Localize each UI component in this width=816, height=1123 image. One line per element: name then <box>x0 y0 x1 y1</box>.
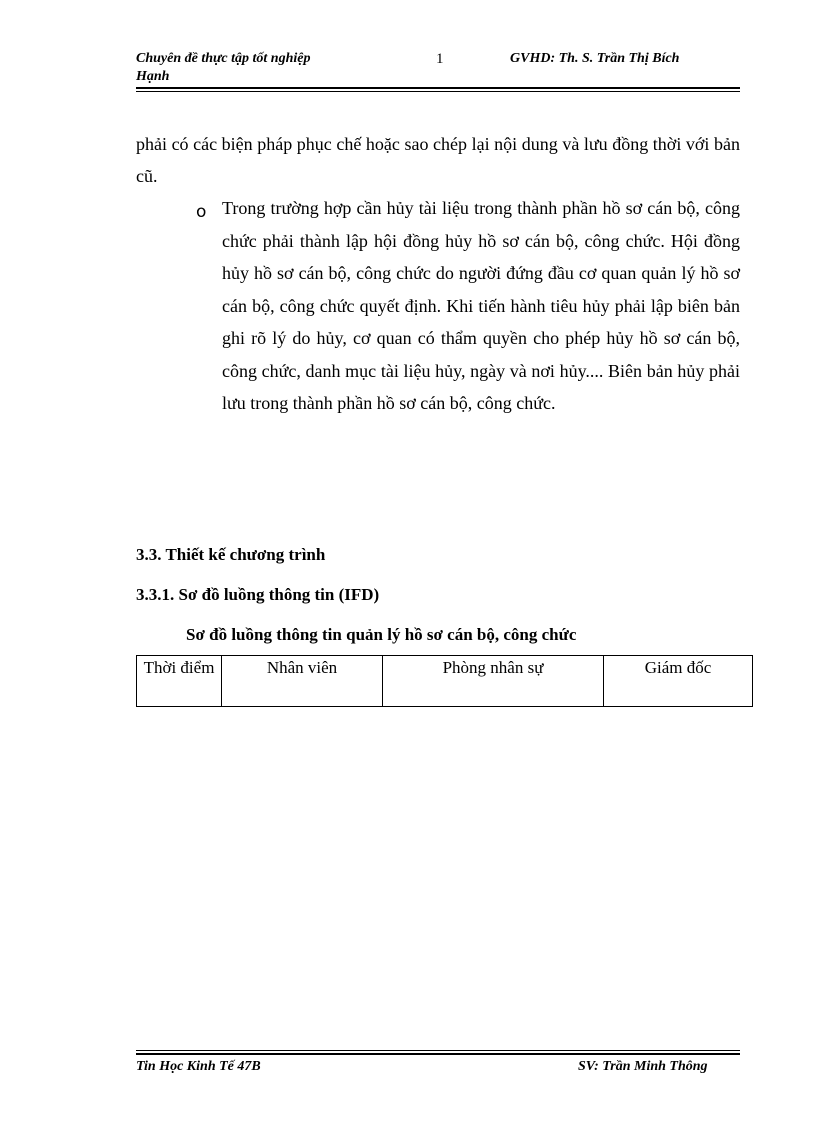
header-course-title <box>136 50 376 86</box>
section-heading: 3.3. Thiết kế chương trình <box>136 545 326 564</box>
table-header-row <box>137 656 753 707</box>
col-header-hr-dept: Phòng nhân sự <box>383 656 604 707</box>
bullet-circle-icon: o <box>196 202 207 222</box>
col-header-time: Thời điểm <box>137 656 222 707</box>
header-advisor: GVHD: Th. S. Trần Thị Bích <box>510 51 680 66</box>
ifd-table <box>136 655 753 707</box>
bullet-paragraph: Trong trường hợp cần hủy tài liệu trong thành phần hồ sơ cán bộ, công chức phải thành lập hội đồng hủy hồ sơ cán bộ, công chức. Hội đồng hủy hồ sơ cán bộ, công chức do người đứng đầu cơ quan quản lý hồ sơ cán bộ, công chức quyết định. Khi tiến hành tiêu hủy phải lập biên bản ghi rõ lý do hủy, cơ quan có thẩm quyền cho phép hủy hồ sơ cán bộ, công chức, danh mục tài liệu hủy, ngày và nơi hủy.... Biên bản hủy phải lưu trong thành phần hồ sơ cán bộ, công chức. <box>222 198 740 413</box>
page-number: 1 <box>436 51 444 67</box>
footer-rule-thick <box>136 1053 740 1055</box>
header-rule-thin <box>136 91 740 92</box>
body-paragraph: phải có các biện pháp phục chế hoặc sao chép lại nội dung và lưu đồng thời với bản cũ. <box>136 134 740 186</box>
col-header-staff: Nhân viên <box>222 656 383 707</box>
footer-class: Tin Học Kinh Tế 47B <box>136 1059 261 1074</box>
header-course-line1: Chuyên đề thực tập tốt nghiệp <box>136 51 311 66</box>
footer-rule-thin <box>136 1050 740 1051</box>
col-header-director: Giám đốc <box>604 656 753 707</box>
subsection-heading: 3.3.1. Sơ đồ luồng thông tin (IFD) <box>136 585 380 604</box>
header-rule-thick <box>136 87 740 89</box>
diagram-title: Sơ đồ luồng thông tin quản lý hồ sơ cán bộ, công chức <box>186 625 577 644</box>
footer-student: SV: Trần Minh Thông <box>578 1059 708 1074</box>
header-course-line2: Hạnh <box>136 69 170 84</box>
